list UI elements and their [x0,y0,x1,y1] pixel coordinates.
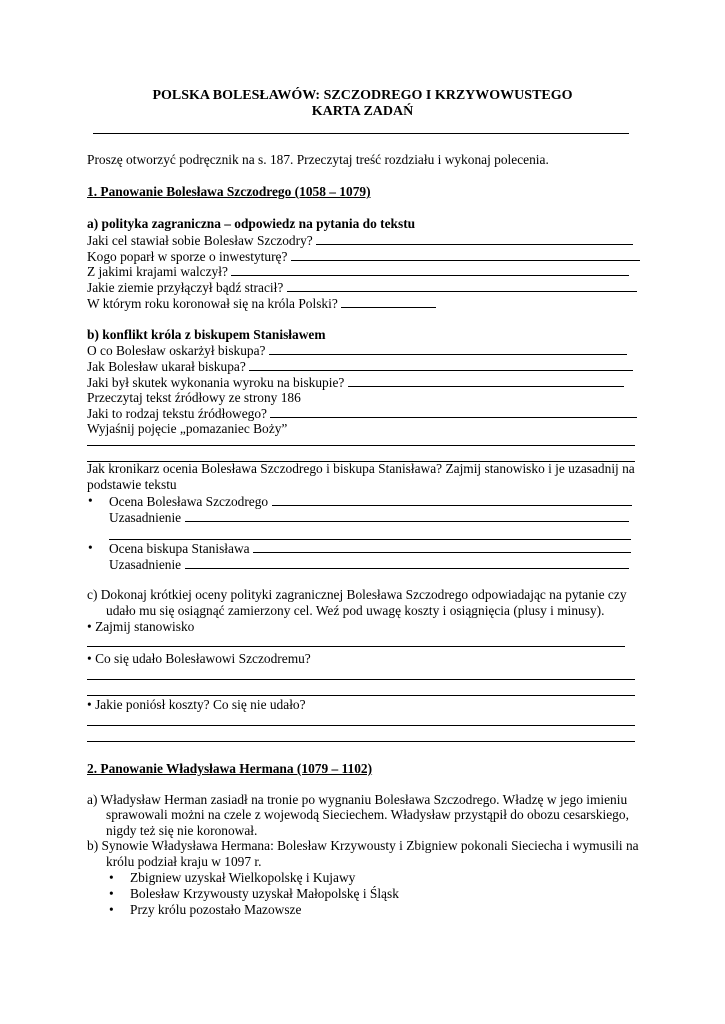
justification-item: Uzasadnienie [109,509,629,526]
question: W którym roku koronował się na króla Polski? [87,295,436,312]
bullet-icon: • [87,697,92,712]
bullet-icon: • [87,651,92,666]
answer-line[interactable] [185,556,629,569]
page-title: POLSKA BOLESŁAWÓW: SZCZODREGO I KRZYWOWUSTEGO [152,88,573,103]
section2a-text: a) Władysław Herman zasiadł na tronie po wygnaniu Bolesława Szczodrego. Władzę w jego imieniu [87,792,628,807]
section2-heading: 2. Panowanie Władysława Hermana (1079 – 1102) [87,761,373,776]
answer-line[interactable] [87,445,635,446]
answer-line[interactable] [185,509,629,522]
answer-line[interactable] [348,374,624,387]
question: Wyjaśnij pojęcie „pomazaniec Boży” [87,421,288,436]
question: podstawie tekstu [87,477,177,492]
answer-line[interactable] [272,493,632,506]
rating-item: Ocena Bolesława Szczodrego [109,493,632,510]
question: Jaki to rodzaj tekstu źródłowego? [87,405,637,422]
answer-line[interactable] [87,679,635,680]
answer-line[interactable] [316,232,633,245]
section1-heading: 1. Panowanie Bolesława Szczodrego (1058 – 1079) [87,184,371,199]
list-item: Przy królu pozostało Mazowsze [130,902,302,917]
section1c-text: udało mu się osiągnąć zamierzony cel. Weź pod uwagę koszty i osiągnięcia (plusy i minusy). [106,603,605,618]
list-item: Zbigniew uzyskał Wielkopolskę i Kujawy [130,870,356,885]
section2a-text: sprawowali możni na czele z wojewodą Sieciechem. Władysław przystąpił do obozu cesarskiego, [106,807,629,822]
question: O co Bolesław oskarżył biskupa? [87,342,627,359]
question: Kogo poparł w sporze o inwestyturę? [87,248,640,265]
question: Jak Bolesław ukarał biskupa? [87,358,633,375]
answer-line[interactable] [341,295,436,308]
answer-line[interactable] [269,342,627,355]
answer-line[interactable] [231,263,629,276]
section2a-text: nigdy też się nie koronował. [106,823,258,838]
bullet-icon: • [88,493,93,508]
bullet-icon: • [88,540,93,555]
list-item: Bolesław Krzywousty uzyskał Małopolskę i Śląsk [130,886,399,901]
answer-line[interactable] [287,279,637,292]
intro-text: Proszę otworzyć podręcznik na s. 187. Przeczytaj treść rozdziału i wykonaj polecenia. [87,152,549,167]
answer-line[interactable] [87,741,635,742]
question: Jaki cel stawiał sobie Bolesław Szczodry? [87,232,633,249]
page-subtitle: KARTA ZADAŃ [311,104,414,119]
answer-line[interactable] [291,248,640,261]
question: Jakie ziemie przyłączył bądź stracił? [87,279,637,296]
bullet-question: • Zajmij stanowisko [87,619,195,634]
answer-line[interactable] [249,358,633,371]
rating-item: Ocena biskupa Stanisława [109,540,631,557]
answer-line[interactable] [270,405,637,418]
bullet-question: • Co się udało Bolesławowi Szczodremu? [87,651,311,666]
section1b-heading: b) konflikt króla z biskupem Stanisławem [87,327,326,342]
bullet-icon: • [109,902,114,917]
section1c-text: c) Dokonaj krótkiej oceny polityki zagranicznej Bolesława Szczodrego odpowiadając na pytanie czy [87,587,627,602]
section2b-text: królu podział kraju w 1097 r. [106,854,262,869]
justification-item: Uzasadnienie [109,556,629,573]
answer-line[interactable] [87,646,625,647]
bullet-icon: • [109,886,114,901]
question: Jaki był skutek wykonania wyroku na biskupie? [87,374,624,391]
bullet-question: • Jakie poniósł koszty? Co się nie udało? [87,697,306,712]
answer-line[interactable] [87,695,635,696]
bullet-icon: • [87,619,92,634]
question: Jak kronikarz ocenia Bolesława Szczodrego i biskupa Stanisława? Zajmij stanowisko i je uzasadnij na [87,461,635,476]
section1a-heading: a) polityka zagraniczna – odpowiedz na pytania do tekstu [87,216,416,231]
answer-line[interactable] [253,540,631,553]
bullet-icon: • [109,870,114,885]
section2b-text: b) Synowie Władysława Hermana: Bolesław Krzywousty i Zbigniew pokonali Sieciecha i wymusili na [87,838,639,853]
title-divider [93,133,629,134]
answer-line[interactable] [87,725,635,726]
instruction: Przeczytaj tekst źródłowy ze strony 186 [87,390,301,405]
question: Z jakimi krajami walczył? [87,263,629,280]
